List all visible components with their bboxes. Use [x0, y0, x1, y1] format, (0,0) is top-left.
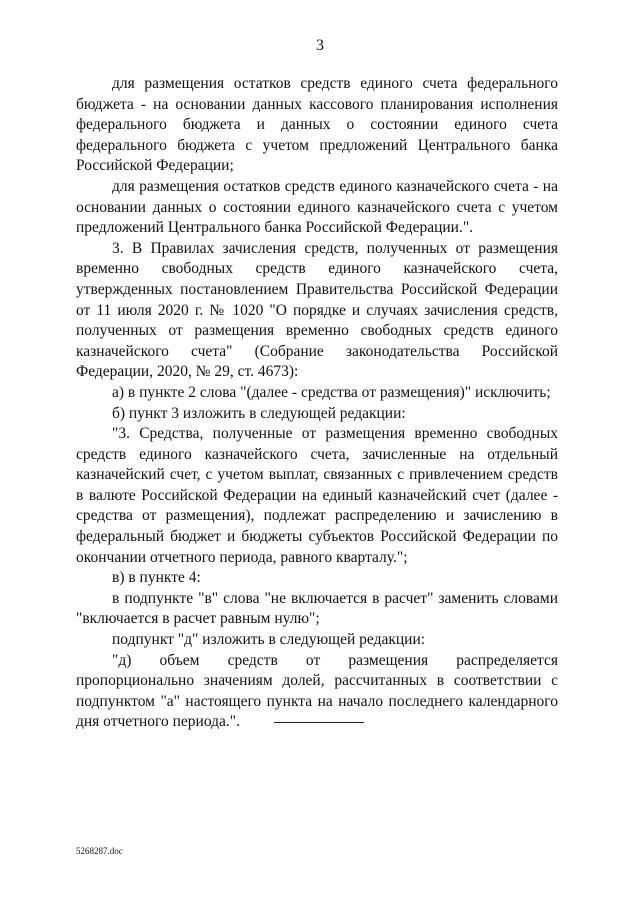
- paragraph: 3. В Правилах зачисления средств, полученных от размещения временно свободных средств единого казначейского счета, утвержденных постановлением Правительства Российской Федерации от 11 июля 2020 г. № 1020 "О порядке и случаях зачисления средств, полученных от размещения временно свободных средств единого казначейского счета" (Собрание законодательства Российской Федерации, 2020, № 29, ст. 4673):: [76, 239, 558, 381]
- end-divider-line: [274, 722, 364, 723]
- paragraph: для размещения остатков средств единого счета федерального бюджета - на основании данных кассового планирования исполнения федерального бюджета и данных о состоянии единого счета федерального бюджета с учетом предложений Центрального банка Российской Федерации;: [76, 75, 558, 175]
- paragraph: "3. Средства, полученные от размещения временно свободных средств единого казначейского счета, зачисленные на отдельный казначейский счет, с учетом выплат, связанных с привлечением средств в валюте Российской Федерации на единый казначейский счет (далее - средства от размещения), подлежат распределению и зачислению в федеральный бюджет и бюджеты субъектов Российской Федерации по окончании отчетного периода, равного кварталу.";: [76, 425, 558, 566]
- paragraph: для размещения остатков средств единого казначейского счета - на основании данных о состоянии единого казначейского счета с учетом предложений Центрального банка Российской Федерации.".: [76, 177, 558, 237]
- paragraph: б) пункт 3 изложить в следующей редакции:: [112, 404, 406, 422]
- document-file-code: 5268287.doc: [76, 846, 123, 856]
- document-body: [76, 74, 558, 733]
- paragraph: в) в пункте 4:: [112, 569, 201, 587]
- paragraph: "д) объем средств от размещения распределяется пропорционально значениям долей, рассчитанных в соответствии с подпунктом "а" настоящего пункта на начало последнего календарного дня отчетного периода.".: [76, 651, 558, 731]
- paragraph: в подпункте "в" слова "не включается в расчет" заменить словами "включается в расчет равным нулю";: [76, 589, 558, 628]
- paragraph: а) в пункте 2 слова "(далее - средства от размещения)" исключить;: [112, 383, 551, 401]
- paragraph: подпункт "д" изложить в следующей редакции:: [112, 631, 426, 649]
- page-number: 3: [316, 37, 324, 54]
